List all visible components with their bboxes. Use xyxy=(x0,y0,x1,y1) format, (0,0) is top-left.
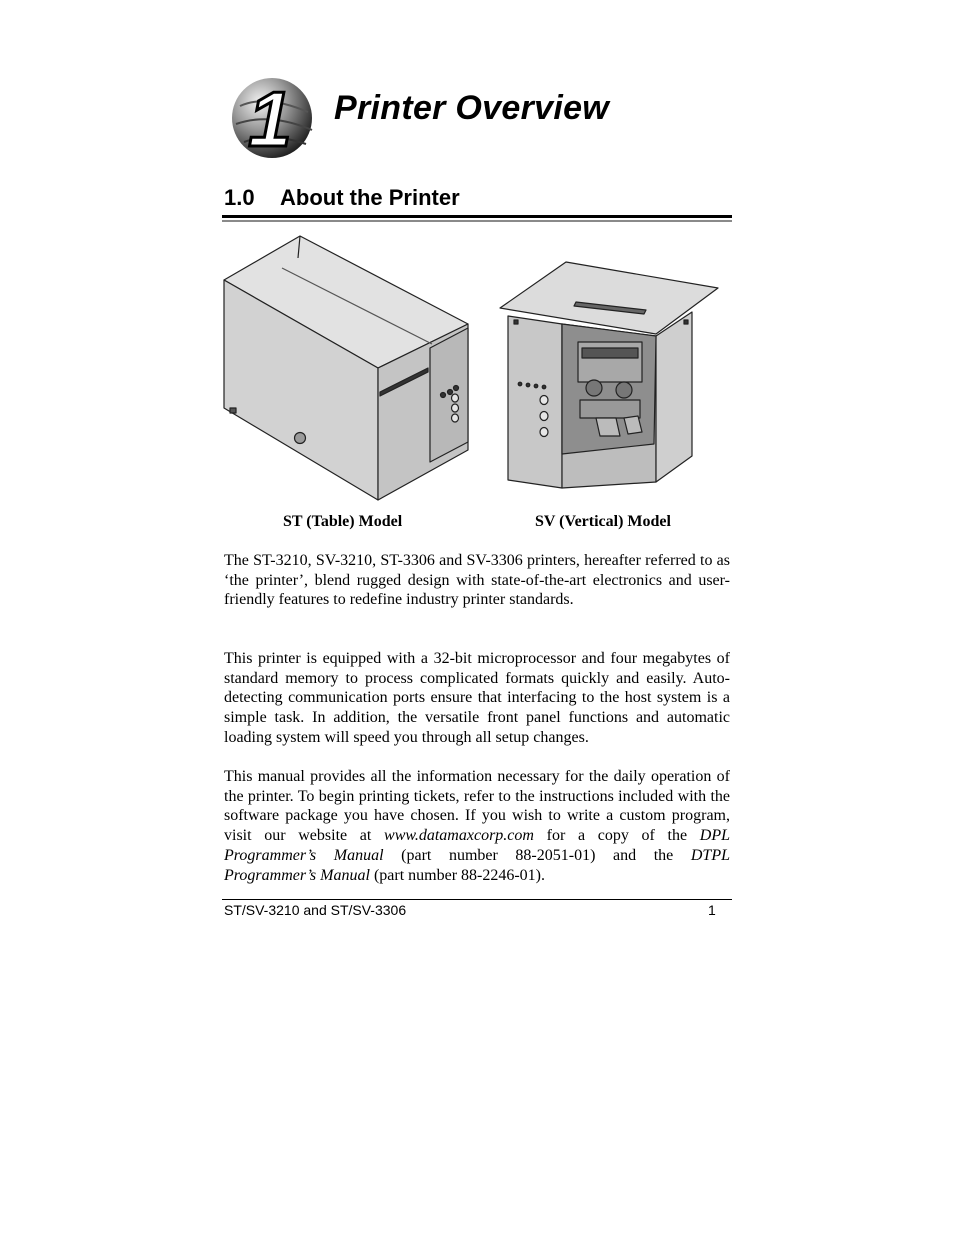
dtpl-manual-title: DTPL Programmer’s Manual xyxy=(224,846,730,884)
sv-model-caption: SV (Vertical) Model xyxy=(535,513,671,530)
st-model-caption: ST (Table) Model xyxy=(283,513,403,530)
manual-paragraph xyxy=(224,767,730,885)
sv-vertical-model-illustration xyxy=(496,258,722,494)
chapter-number-badge xyxy=(226,72,314,160)
st-table-model-illustration xyxy=(220,232,472,504)
website-link[interactable]: www.datamaxcorp.com xyxy=(384,827,534,845)
section-rule-shadow xyxy=(222,220,732,222)
chapter-title: Printer Overview xyxy=(334,89,610,127)
section-heading xyxy=(224,185,460,211)
manual-text-c: (part number 88-2051-01) and the xyxy=(383,846,691,864)
dpl-manual-title: DPL Programmer’s Manual xyxy=(224,827,730,864)
chapter-number: 1 xyxy=(248,75,292,160)
manual-text-d: (part number 88-2246-01). xyxy=(369,866,545,884)
footer-page-number: 1 xyxy=(708,902,716,918)
manual-text-b: for a copy of the xyxy=(533,827,700,845)
manual-text-a: This manual provides all the information necessary for the daily operation of the printer. To begin printing tickets, refer to the instructions included with the software package you have chosen. If you wish to write a custom program, visit our website at xyxy=(224,768,730,845)
section-title: About the Printer xyxy=(280,185,460,210)
section-number: 1.0 xyxy=(224,185,255,210)
features-paragraph: This printer is equipped with a 32-bit microprocessor and four megabytes of standard memory to process complicated formats quickly and easily. Auto-detecting communication ports ensure that interfacing to the host system is a simple task. In addition, the versatile front panel functions and automatic loading system will speed you through all setup changes. xyxy=(224,650,730,746)
footer-rule xyxy=(222,899,732,900)
intro-paragraph: The ST-3210, SV-3210, ST-3306 and SV-3306 printers, hereafter referred to as ‘the printer’, blend rugged design with state-of-the-art electronics and user-friendly features to redefine industry printer standards. xyxy=(224,552,730,609)
section-rule xyxy=(222,215,732,218)
footer-document-title: ST/SV-3210 and ST/SV-3306 xyxy=(224,902,407,918)
